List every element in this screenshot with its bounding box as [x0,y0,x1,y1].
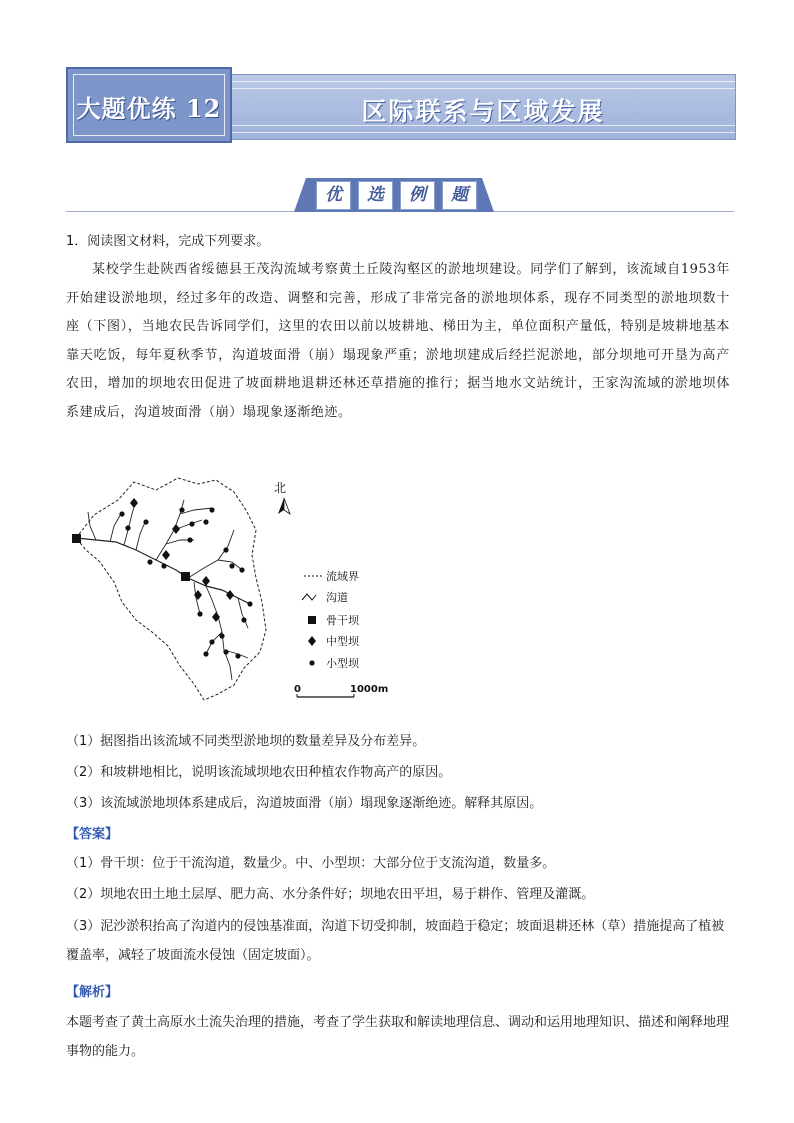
analysis-text: 本题考查了黄土高原水土流失治理的措施，考查了学生获取和解读地理信息、调动和运用地理知识、描述和阐释地理事物的能力。 [66,1015,730,1059]
medium-dam [162,550,170,560]
section-title [316,181,477,210]
unit-label: 大题优练 12 [76,94,222,123]
medium-dam [172,524,180,534]
backbone-dam-legend-icon [308,616,316,624]
section-char: 优 [316,181,351,210]
sub-question-1: （1）据图指出该流域不同类型淤地坝的数量差异及分布差异。 [66,734,426,749]
legend-gully: 沟道 [326,591,348,604]
question-material: 某校学生赴陕西省绥德县王茂沟流域考察黄土丘陵沟壑区的淤地坝建设。同学们了解到，该流域自1953年开始建设淤地坝，经过多年的改造、调整和完善，形成了非常完备的淤地坝体系，现存不同类型的淤地坝数十座（下图），当地农民告诉同学们，这里的农田以前以坡耕地、梯田为主，单位面积产量低，特别是坡耕地基本靠天吃饭，每年夏秋季节，沟道坡面滑（崩）塌现象严重；淤地坝建成后经拦泥淤地，部分坝地可开垦为高产农田，增加的坝地农田促进了坡面耕地退耕还林还草措施的推行；据当地水文站统计，王家沟流域的淤地坝体系建成后，沟道坡面滑（崩）塌现象逐渐绝迹。 [66,262,730,420]
scale-end: 1000m [350,684,389,695]
watershed-boundary [76,478,266,700]
backbone-dam [181,572,190,581]
small-dam [209,639,214,644]
small-dam [209,507,214,512]
north-label: 北 [274,481,287,495]
small-dam [197,611,202,616]
small-dam [241,617,246,622]
banner-title-bar [230,74,736,140]
medium-dam-legend-icon [308,636,316,646]
sub-question-3: （3）该流域淤地坝体系建成后，沟道坡面滑（崩）塌现象逐渐绝迹。解释其原因。 [66,796,543,811]
small-dam [143,519,148,524]
chapter-title: 区际联系与区域发展 [361,97,605,126]
small-dam-legend-icon [309,660,314,665]
answer-1: （1）骨干坝：位于干流沟道，数量少。中、小型坝：大部分位于支流沟道，数量多。 [66,856,556,871]
legend-small: 小型坝 [326,657,359,670]
small-dam [223,649,228,654]
legend-medium: 中型坝 [326,635,359,648]
small-dam [189,521,194,526]
dam-distribution-map [66,470,426,710]
small-dam [223,547,228,552]
small-dam [229,563,234,568]
answer-3: （3）泥沙淤积抬高了沟道内的侵蚀基准面，沟道下切受抑制，坡面趋于稳定；坡面退耕还林（草）措施提高了植被覆盖率，减轻了坡面流水侵蚀（固定坡面）。 [66,919,725,963]
section-char: 题 [442,181,477,210]
medium-dam [226,590,234,600]
backbone-dam [72,534,81,543]
gully-legend-icon [302,594,316,600]
banner-label-box [66,67,232,143]
small-dam [219,633,224,638]
answer-label: 【答案】 [66,827,119,842]
small-dam [187,537,192,542]
small-dam [161,563,166,568]
section-char: 例 [400,181,435,210]
small-dam [179,507,184,512]
medium-dam [130,498,138,508]
small-dam [147,559,152,564]
small-dam [239,567,244,572]
main-gully [76,538,250,604]
legend-backbone: 骨干坝 [326,614,359,627]
sub-question-2: （2）和坡耕地相比，说明该流域坝地农田种植农作物高产的原因。 [66,765,452,780]
question-intro: 1．阅读图文材料，完成下列要求。 [66,234,270,249]
small-dam [203,519,208,524]
small-dams [119,507,252,658]
header-banner [66,67,734,143]
analysis-label: 【解析】 [66,985,119,1000]
small-dam [247,601,252,606]
legend-boundary: 流域界 [326,570,359,583]
scale-start: 0 [294,684,301,695]
small-dam [203,651,208,656]
small-dam [235,653,240,658]
answer-2: （2）坝地农田土地土层厚、肥力高、水分条件好；坝地农田平坦，易于耕作、管理及灌溉。 [66,887,595,902]
section-char: 选 [358,181,393,210]
north-arrow-icon [278,498,284,514]
small-dam [125,525,130,530]
small-dam [119,511,124,516]
